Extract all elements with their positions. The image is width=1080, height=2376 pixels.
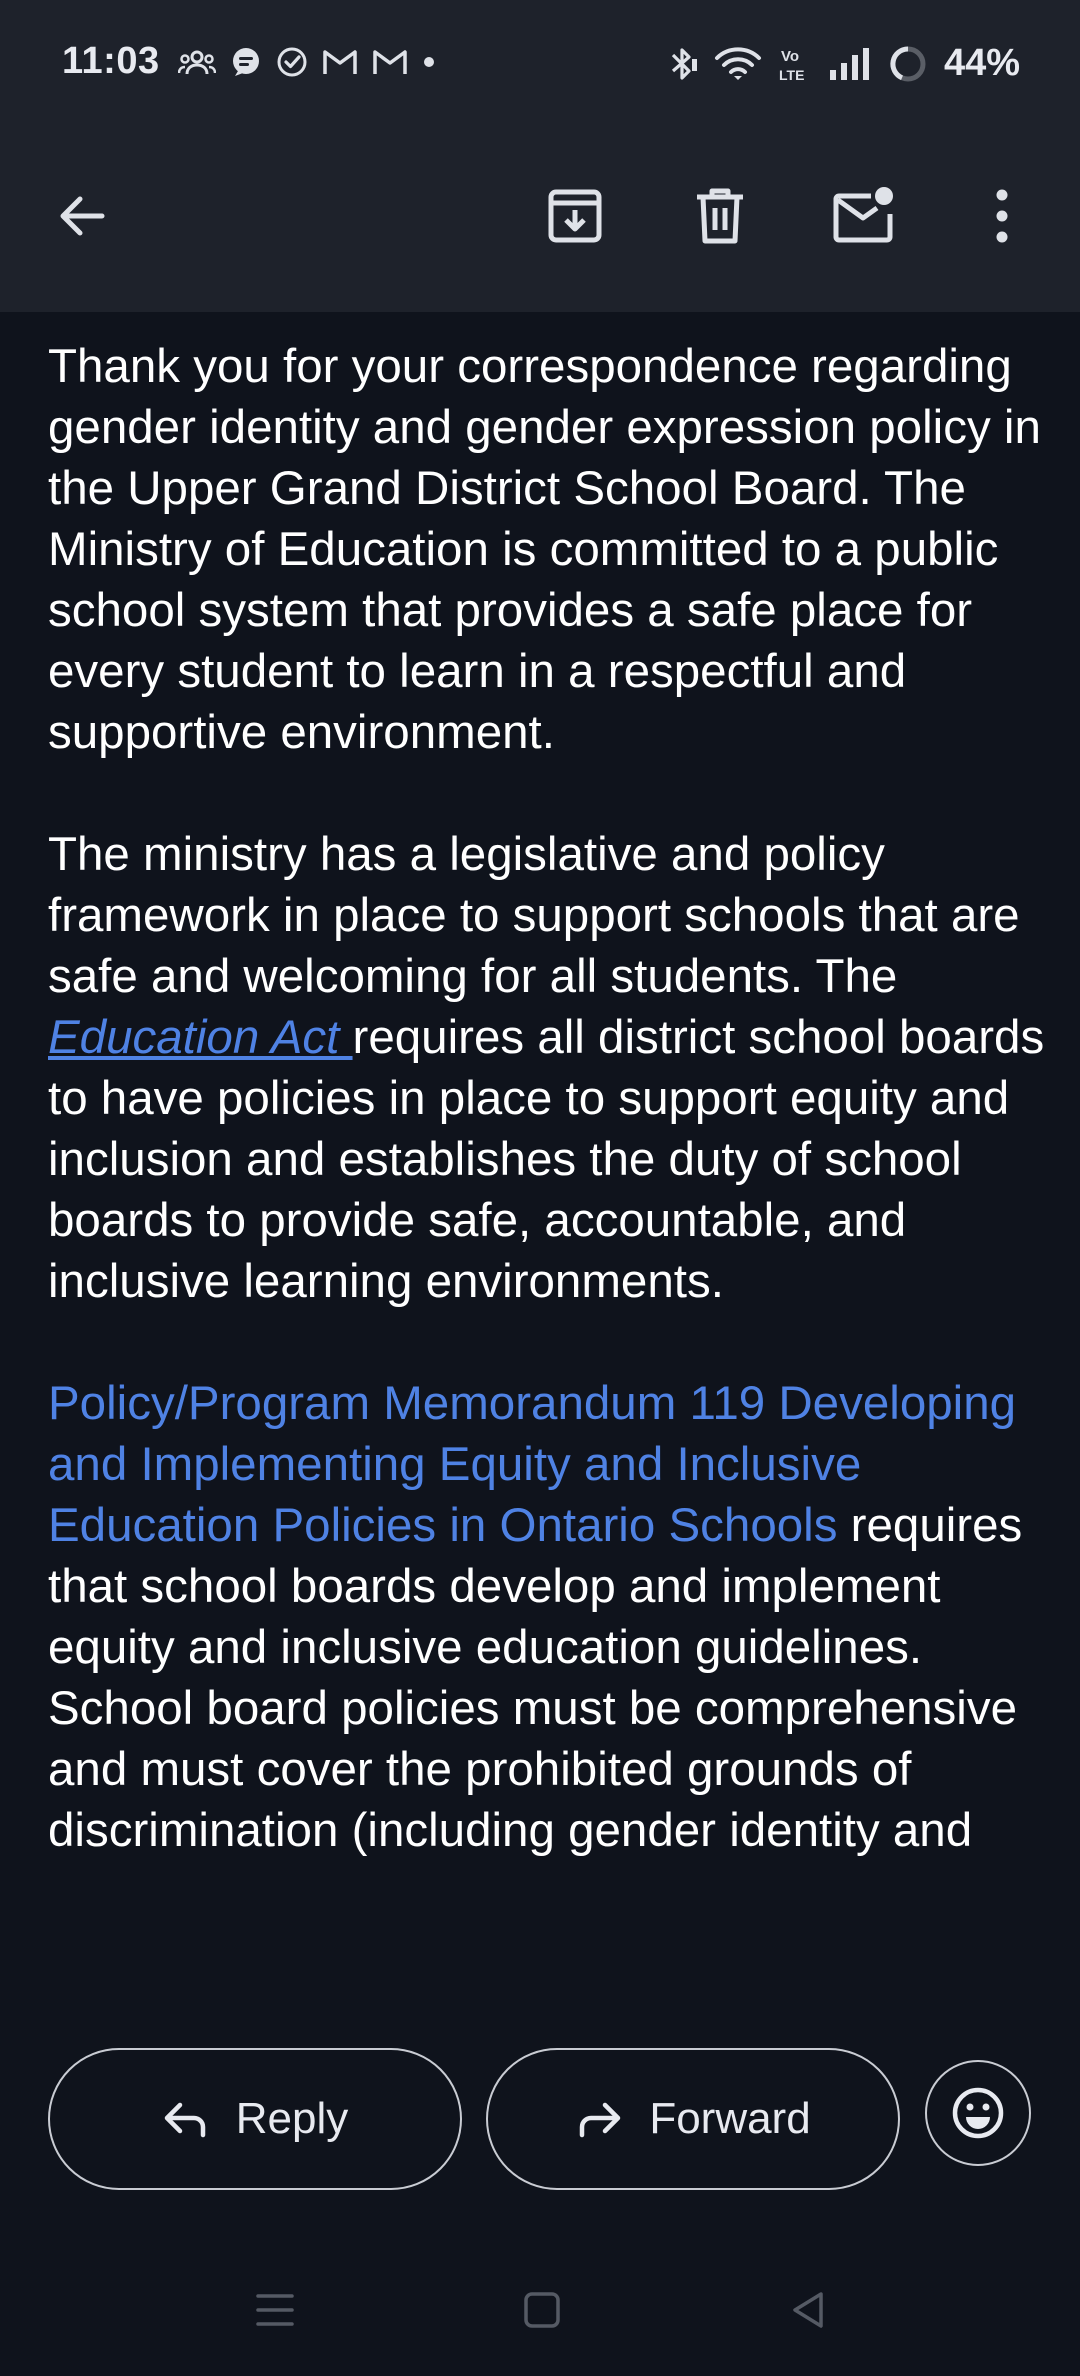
group-icon bbox=[178, 48, 216, 76]
archive-button[interactable] bbox=[539, 180, 611, 252]
ppm-119-link[interactable]: Policy/Program Memorandum 119 Developing and Implementing Equity and Inclusive Education Policies in Ontario Schools bbox=[48, 1377, 1017, 1552]
status-time: 11:03 bbox=[62, 40, 160, 82]
more-vert-icon bbox=[992, 187, 1012, 245]
back-triangle-icon bbox=[788, 2290, 828, 2330]
arrow-left-icon bbox=[54, 188, 110, 244]
gmail-icon bbox=[372, 48, 408, 76]
forward-icon bbox=[575, 2099, 623, 2139]
back-nav-button[interactable] bbox=[778, 2280, 838, 2340]
delete-button[interactable] bbox=[684, 180, 756, 252]
battery-ring-icon bbox=[888, 44, 928, 84]
education-act-link[interactable]: Education Act bbox=[48, 1011, 353, 1064]
trash-icon bbox=[692, 186, 748, 246]
bluetooth-icon bbox=[668, 45, 698, 83]
check-circle-icon bbox=[276, 46, 308, 78]
forward-label: Forward bbox=[649, 2094, 811, 2143]
email-paragraph-2 bbox=[48, 824, 1048, 1312]
gmail-icon bbox=[322, 48, 358, 76]
status-right-icons bbox=[668, 42, 1020, 85]
emoji-reaction-icon bbox=[951, 2086, 1005, 2140]
recent-apps-button[interactable] bbox=[245, 2280, 305, 2340]
archive-icon bbox=[545, 186, 605, 246]
mail-unread-icon bbox=[831, 186, 897, 246]
back-button[interactable] bbox=[46, 180, 118, 252]
svg-text:Vo: Vo bbox=[780, 47, 799, 65]
email-body bbox=[48, 336, 1048, 1996]
mark-unread-button[interactable] bbox=[828, 180, 900, 252]
cellular-signal-icon bbox=[828, 46, 872, 82]
email-paragraph-3 bbox=[48, 1373, 1048, 1861]
home-square-icon bbox=[522, 2290, 562, 2330]
email-paragraph-3-rest: requires that school boards develop and implement equity and inclusive education guidelines. School board policies must be comprehensive and must cover the prohibited grounds of discrimination (including gender identity and bbox=[48, 1499, 1023, 1857]
email-toolbar bbox=[0, 150, 1080, 280]
email-paragraph-2-intro: The ministry has a legislative and policy framework in place to support schools that are safe and welcoming for all students. The bbox=[48, 828, 1020, 1003]
more-notifications-dot-icon bbox=[422, 55, 436, 69]
forward-button[interactable] bbox=[486, 2048, 900, 2190]
more-options-button[interactable] bbox=[966, 180, 1038, 252]
system-navigation-bar bbox=[0, 2250, 1080, 2370]
status-bar bbox=[0, 0, 1080, 130]
wifi-icon bbox=[714, 45, 762, 83]
email-paragraph-1: Thank you for your correspondence regarding gender identity and gender expression policy in the Upper Grand District School Board. The Ministry of Education is committed to a public school system that provides a safe place for every student to learn in a respectful and supportive environment. bbox=[48, 340, 1041, 759]
email-paragraph-2-rest: requires all district school boards to have policies in place to support equity and inclusion and establishes the duty of school boards to provide safe, accountable, and inclusive learning environments. bbox=[48, 1011, 1045, 1308]
notification-icons bbox=[178, 46, 436, 78]
reply-button[interactable] bbox=[48, 2048, 462, 2190]
battery-percent: 44% bbox=[943, 42, 1020, 84]
reply-icon bbox=[162, 2099, 210, 2139]
emoji-reaction-button[interactable] bbox=[925, 2060, 1031, 2166]
svg-text:LTE: LTE bbox=[778, 66, 805, 83]
reply-actions bbox=[0, 2040, 1080, 2200]
chat-bubble-icon bbox=[230, 46, 262, 78]
volte-icon bbox=[778, 44, 812, 84]
menu-lines-icon bbox=[255, 2292, 295, 2328]
reply-label: Reply bbox=[235, 2094, 349, 2143]
home-button[interactable] bbox=[512, 2280, 572, 2340]
